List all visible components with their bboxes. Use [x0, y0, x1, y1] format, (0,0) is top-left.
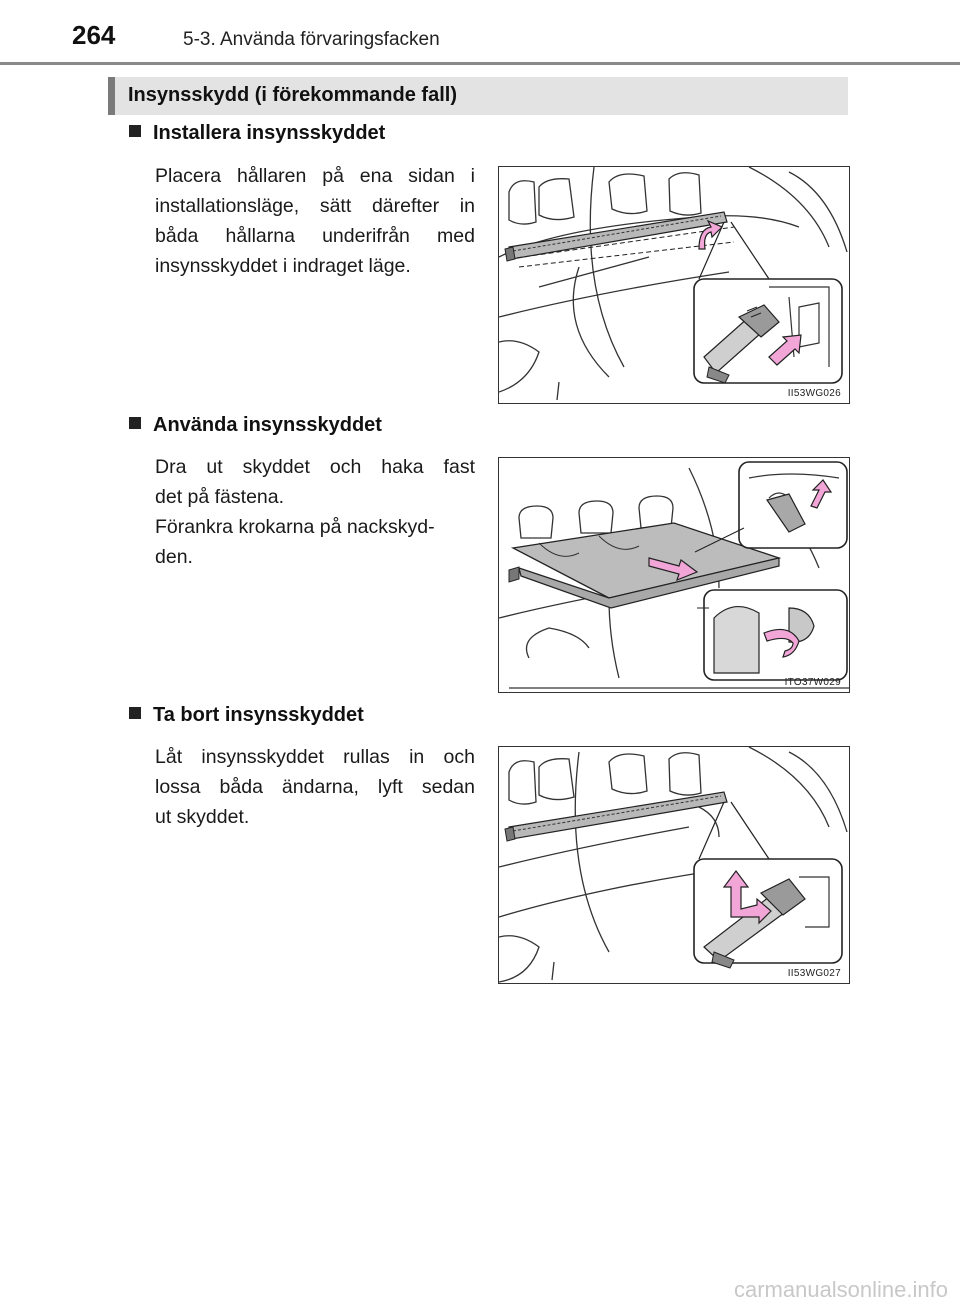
text-line: Dra ut skyddet och haka fast — [155, 456, 475, 478]
figure-code: ITO37W029 — [784, 677, 841, 688]
text-line: Placera hållaren på ena sidan i — [155, 165, 475, 187]
figure-use — [498, 457, 850, 693]
square-bullet-icon — [129, 707, 141, 719]
step-text-use — [155, 452, 475, 572]
section-marker — [108, 77, 115, 115]
square-bullet-icon — [129, 125, 141, 137]
step-text-remove — [155, 742, 475, 832]
text-line: Låt insynsskyddet rullas in och — [155, 746, 475, 768]
text-line: insynsskyddet i indraget läge. — [155, 255, 411, 277]
page-header — [0, 0, 960, 68]
figure-install — [498, 166, 850, 404]
step-text-install — [155, 161, 475, 281]
step-heading-label: Installera insynsskyddet — [153, 122, 386, 144]
watermark: carmanualsonline.info — [733, 1277, 948, 1302]
step-heading-label: Använda insynsskyddet — [153, 414, 382, 436]
step-heading-remove — [129, 704, 364, 727]
install-illustration — [499, 167, 849, 403]
section-title-box — [108, 77, 848, 115]
figure-code: II53WG027 — [787, 968, 841, 979]
text-line: det på fästena. — [155, 486, 285, 508]
use-illustration — [499, 458, 849, 692]
section-title: Insynsskydd (i förekommande fall) — [128, 84, 457, 106]
chapter-title: 5-3. Använda förvaringsfacken — [183, 29, 440, 50]
text-line: lossa båda ändarna, lyft sedan — [155, 776, 475, 798]
page-number: 264 — [72, 20, 116, 50]
figure-remove — [498, 746, 850, 984]
text-line: den. — [155, 546, 193, 568]
figure-code: II53WG026 — [787, 388, 841, 399]
text-line: båda hållarna underifrån med — [155, 225, 475, 247]
step-heading-use — [129, 414, 382, 437]
remove-illustration — [499, 747, 849, 983]
step-heading-install — [129, 122, 385, 145]
text-line: installationsläge, sätt därefter in — [155, 195, 475, 217]
square-bullet-icon — [129, 417, 141, 429]
text-line: ut skyddet. — [155, 806, 250, 828]
header-divider — [0, 62, 960, 65]
text-line: Förankra krokarna på nackskyd- — [155, 516, 435, 538]
step-heading-label: Ta bort insynsskyddet — [153, 704, 364, 726]
